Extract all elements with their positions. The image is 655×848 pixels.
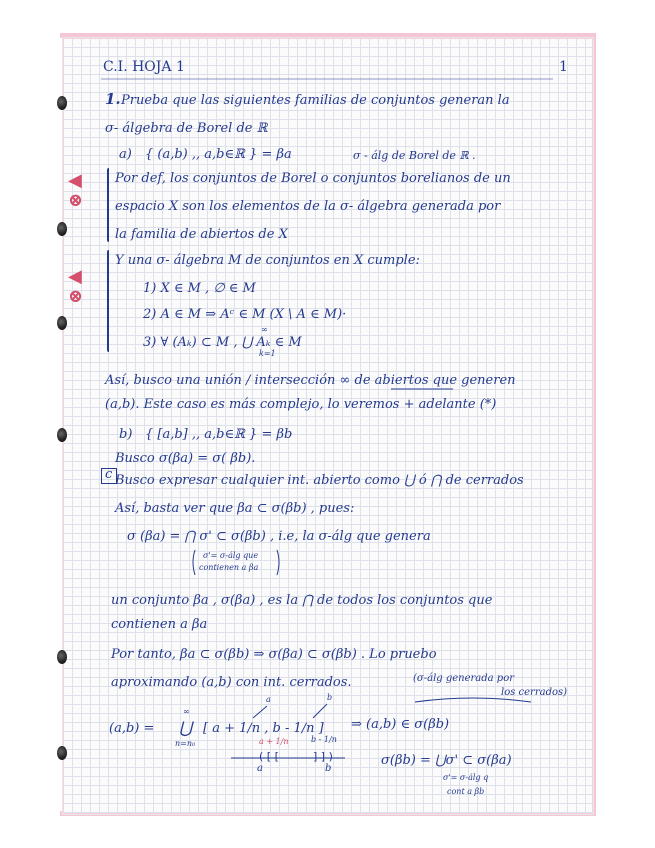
final-note-1: σ'= σ-álg q (443, 773, 489, 782)
highlight-mark-icon: ⊗ (68, 286, 84, 307)
conclusion-line-1: Por tanto, βa ⊂ σ(βb) ⇒ σ(βa) ⊂ σ(βb) . Lo pruebo (111, 647, 437, 662)
final-note-2: cont a βb (447, 787, 485, 796)
item-a-label: a) (119, 147, 132, 162)
number-line-sub-a: a + 1/n (259, 737, 289, 746)
final-equation: σ(βb) = ⋃σ' ⊂ σ(βa) (381, 753, 512, 768)
highlight-mark-icon: ◀ (68, 170, 82, 191)
arrow-label-a: a (266, 695, 271, 704)
approximation-union: ⋃ (179, 718, 193, 737)
sigma-algebra-intro: Y una σ- álgebra M de conjuntos en X cumple: (115, 253, 420, 268)
cerrados-note-1: (σ-álg generada por (413, 673, 515, 684)
approximation-lhs: (a,b) = (109, 721, 155, 736)
approximation-union-bottom: n=n₀ (175, 739, 196, 748)
definition-line-1: Por def, los conjuntos de Borel o conjuntos borelianos de un (115, 171, 511, 186)
highlight-mark-icon: ◀ (68, 266, 82, 287)
number-line-b: b (325, 763, 332, 774)
statement-line-2: σ- álgebra de Borel de ℝ (105, 121, 268, 136)
equation-note-1: σ'= σ-álg que (203, 551, 259, 560)
arrow-label-b: b (327, 693, 333, 702)
sigma-algebra-property-2: 2) A ∈ M ⇒ Aᶜ ∈ M (X \ A ∈ M)· (143, 307, 347, 322)
svg-text:] ] ): ] ] ) (313, 750, 333, 763)
highlight-mark-icon: ⊗ (68, 190, 84, 211)
number-line-sub-b: b - 1/n (311, 735, 337, 744)
set-line-2: contienen a βa (111, 617, 208, 632)
item-a-note: σ - álg de Borel de ℝ . (353, 149, 476, 162)
page-title: C.I. HOJA 1 (103, 59, 185, 75)
number-line (63, 38, 593, 778)
cerrados-note-2: los cerrados) (501, 687, 568, 698)
notebook-page (62, 37, 594, 815)
item-a-definition: { (a,b) ,, a,b∈ℝ } = βa (145, 147, 292, 162)
number-line-a: a (257, 763, 263, 774)
express-line-2: Así, basta ver que βa ⊂ σ(βb) , pues: (115, 501, 355, 516)
conclusion-line-2: aproximando (a,b) con int. cerrados. (111, 675, 352, 690)
section-c-label: c (105, 467, 113, 482)
exercise-number: 1. (105, 90, 121, 108)
item-b-label: b) (119, 427, 133, 442)
union-lower-limit: k=1 (259, 349, 276, 358)
definition-line-2: espacio X son los elementos de la σ- álgebra generada por (115, 199, 501, 214)
page-number: 1 (559, 59, 568, 75)
approach-line-1: Así, busco una unión / intersección ∞ de abiertos que generen (105, 373, 516, 388)
definition-line-3: la familia de abiertos de X (115, 227, 288, 242)
sigma-algebra-property-3: 3) ∀ (Aₖ) ⊂ M , ⋃ Aₖ ∈ M (143, 335, 302, 350)
union-upper-limit: ∞ (261, 325, 268, 334)
express-line-1: Busco expresar cualquier int. abierto como ⋃ ó ⋂ de cerrados (115, 473, 524, 488)
sigma-algebra-property-1: 1) X ∈ M , ∅ ∈ M (143, 281, 256, 296)
approximation-rhs: ⇒ (a,b) ∈ σ(βb) (351, 717, 450, 732)
goal-statement: Busco σ(βa) = σ( βb). (115, 451, 256, 466)
svg-text:( [ [: ( [ [ (259, 750, 279, 763)
equation-sigma-a: σ (βa) = ⋂ σ' ⊂ σ(βb) , i.e, la σ-álg que genera (127, 529, 431, 544)
item-b-definition: { [a,b] ,, a,b∈ℝ } = βb (145, 427, 293, 442)
equation-note-2: contienen a βa (199, 563, 259, 572)
approximation-union-top: ∞ (183, 707, 190, 716)
set-line-1: un conjunto βa , σ(βa) , es la ⋂ de todos los conjuntos que (111, 593, 493, 608)
approximation-interval: [ a + 1/n , b - 1/n ] (203, 721, 324, 736)
approach-line-2: (a,b). Este caso es más complejo, lo veremos + adelante (*) (105, 397, 497, 412)
statement-line-1: Prueba que las siguientes familias de conjuntos generan la (121, 93, 510, 108)
